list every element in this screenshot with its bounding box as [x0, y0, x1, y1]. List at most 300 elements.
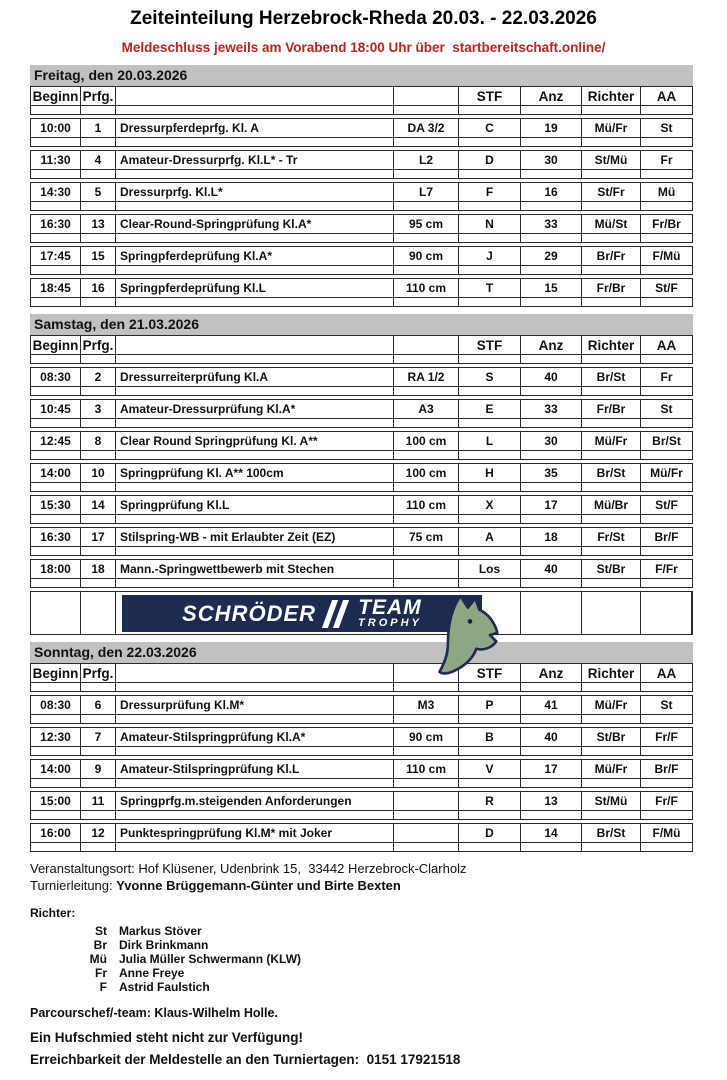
cell-stf: N: [459, 215, 521, 234]
column-header-code: [394, 87, 459, 106]
spacer-cell: [394, 170, 459, 178]
spacer-cell: [582, 202, 641, 210]
cell-beginn: 16:30: [31, 215, 81, 234]
cell-aa: F/Mü: [641, 824, 692, 843]
spacer-cell: [641, 266, 692, 274]
spacer-cell: [116, 419, 394, 427]
cell-aa: Fr/F: [641, 728, 692, 747]
cell-prfg: 11: [81, 792, 116, 811]
spacer-cell: [459, 138, 521, 146]
spacer-cell: [641, 106, 692, 114]
spacer-cell: [31, 234, 81, 242]
spacer-cell: [116, 266, 394, 274]
course-designer-line: Parcourschef/-team: Klaus-Wilhelm Holle.: [30, 1006, 278, 1020]
cell-name: Clear-Round-Springprüfung Kl.A*: [116, 215, 394, 234]
spacer-cell: [641, 355, 692, 363]
spacer-cell: [459, 419, 521, 427]
cell-code: [394, 560, 459, 579]
judge-code: Mü: [89, 952, 107, 966]
judge-code: Br: [93, 938, 107, 952]
spacer-cell: [582, 106, 641, 114]
spacer-cell: [394, 547, 459, 555]
column-header-aa: AA: [641, 87, 692, 106]
spacer-cell: [521, 547, 582, 555]
cell-name: Dressurpferdeprfg. Kl. A: [116, 119, 394, 138]
spacer-cell: [582, 515, 641, 523]
spacer-cell: [459, 779, 521, 787]
cell-beginn: 17:45: [31, 247, 81, 266]
cell-code: 90 cm: [394, 728, 459, 747]
cell-beginn: 10:45: [31, 400, 81, 419]
spacer-cell: [81, 170, 116, 178]
spacer-cell: [394, 355, 459, 363]
cell-richter: Fr/Br: [582, 400, 641, 419]
cell-beginn: 12:30: [31, 728, 81, 747]
event-row: [30, 463, 693, 492]
spacer-cell: [81, 547, 116, 555]
sponsor-team-block: [358, 598, 422, 629]
cell-aa: St: [641, 400, 692, 419]
spacer-cell: [116, 547, 394, 555]
cell-name: Punktespringprüfung Kl.M* mit Joker: [116, 824, 394, 843]
judge-code: St: [95, 924, 107, 938]
spacer-cell: [81, 811, 116, 819]
management-names: Yvonne Brüggemann-Günter und Birte Bexten: [116, 878, 401, 893]
event-row: [30, 278, 693, 307]
cell-beginn: 14:00: [31, 760, 81, 779]
column-header-beginn: Beginn: [31, 87, 81, 106]
spacer-cell: [116, 355, 394, 363]
cell-anz: 33: [521, 400, 582, 419]
spacer-cell: [31, 202, 81, 210]
cell-name: Dressurprüfung Kl.M*: [116, 696, 394, 715]
table-header-block: [30, 663, 693, 692]
cell-stf: B: [459, 728, 521, 747]
cell-aa: F/Mü: [641, 247, 692, 266]
cell-richter: Fr/St: [582, 528, 641, 547]
cell-beginn: 08:30: [31, 696, 81, 715]
cell-richter: Br/St: [582, 464, 641, 483]
spacer-cell: [582, 234, 641, 242]
spacer-cell: [81, 138, 116, 146]
cell-code: L7: [394, 183, 459, 202]
spacer-cell: [521, 843, 582, 851]
spacer-cell: [582, 747, 641, 755]
cell-anz: 30: [521, 432, 582, 451]
column-header-name: [116, 87, 394, 106]
spacer-cell: [459, 811, 521, 819]
spacer-cell: [116, 579, 394, 587]
cell-name: Springpferdeprüfung Kl.L: [116, 279, 394, 298]
event-row: [30, 727, 693, 756]
spacer-cell: [116, 483, 394, 491]
cell-anz: 35: [521, 464, 582, 483]
cell-aa: St/F: [641, 496, 692, 515]
cell-beginn: 12:45: [31, 432, 81, 451]
sponsor-team-text: TEAM: [358, 596, 422, 619]
spacer-cell: [81, 715, 116, 723]
table-header-block: [30, 335, 693, 364]
cell-code: 90 cm: [394, 247, 459, 266]
spacer-cell: [31, 106, 81, 114]
cell-anz: 30: [521, 151, 582, 170]
cell-richter: Mü/Fr: [582, 119, 641, 138]
spacer-cell: [31, 547, 81, 555]
cell-richter: Br/St: [582, 368, 641, 387]
column-header-anz: Anz: [521, 336, 582, 355]
cell-anz: 40: [521, 368, 582, 387]
spacer-cell: [31, 715, 81, 723]
judge-code: F: [99, 980, 107, 994]
spacer-cell: [116, 106, 394, 114]
cell-aa: St/F: [641, 279, 692, 298]
judge-name: Astrid Faulstich: [119, 980, 210, 994]
cell-name: Amateur-Dressurprüfung Kl.A*: [116, 400, 394, 419]
spacer-cell: [521, 715, 582, 723]
day-banner: Samstag, den 21.03.2026: [30, 314, 693, 335]
day-banner: Sonntag, den 22.03.2026: [30, 642, 693, 663]
spacer-cell: [641, 747, 692, 755]
sponsor-row: [30, 591, 693, 635]
day-section: [30, 642, 693, 852]
cell-aa: Fr: [641, 368, 692, 387]
cell-code: 110 cm: [394, 496, 459, 515]
spacer-cell: [81, 202, 116, 210]
spacer-cell: [521, 234, 582, 242]
spacer-cell: [81, 355, 116, 363]
cell-code: 110 cm: [394, 760, 459, 779]
cell-anz: 41: [521, 696, 582, 715]
cell-aa: F/Fr: [641, 560, 692, 579]
cell-stf: A: [459, 528, 521, 547]
spacer-cell: [459, 547, 521, 555]
spacer-cell: [521, 515, 582, 523]
cell-aa: Br/St: [641, 432, 692, 451]
cell-name: Dressurprfg. Kl.L*: [116, 183, 394, 202]
spacer-cell: [31, 811, 81, 819]
spacer-cell: [31, 419, 81, 427]
cell-stf: E: [459, 400, 521, 419]
spacer-cell: [521, 106, 582, 114]
cell-prfg: 10: [81, 464, 116, 483]
spacer-cell: [31, 355, 81, 363]
column-header-richter: Richter: [582, 336, 641, 355]
cell-code: A3: [394, 400, 459, 419]
spacer-cell: [582, 298, 641, 306]
schedule-document: [0, 7, 727, 1067]
cell-stf: P: [459, 696, 521, 715]
cell-richter: Mü/Fr: [582, 760, 641, 779]
spacer-cell: [394, 715, 459, 723]
event-row: [30, 118, 693, 147]
farrier-notice: Ein Hufschmied steht nicht zur Verfügung!: [30, 1030, 304, 1045]
spacer-cell: [81, 266, 116, 274]
sponsor-cell-prfg: [81, 592, 116, 634]
judge-name: Dirk Brinkmann: [119, 938, 209, 952]
cell-aa: Fr: [641, 151, 692, 170]
sponsor-slashes-icon: [327, 600, 349, 628]
spacer-cell: [116, 138, 394, 146]
cell-richter: Mü/Br: [582, 496, 641, 515]
day-section: [30, 65, 693, 307]
cell-beginn: 16:00: [31, 824, 81, 843]
cell-richter: St/Br: [582, 728, 641, 747]
spacer-cell: [641, 451, 692, 459]
column-header-beginn: Beginn: [31, 336, 81, 355]
cell-prfg: 15: [81, 247, 116, 266]
column-header-richter: Richter: [582, 664, 641, 683]
cell-richter: Br/St: [582, 824, 641, 843]
spacer-cell: [116, 234, 394, 242]
spacer-cell: [521, 579, 582, 587]
cell-prfg: 4: [81, 151, 116, 170]
spacer-cell: [641, 811, 692, 819]
spacer-cell: [459, 747, 521, 755]
cell-stf: Los: [459, 560, 521, 579]
event-row: [30, 495, 693, 524]
spacer-cell: [459, 387, 521, 395]
spacer-cell: [31, 483, 81, 491]
cell-code: [394, 792, 459, 811]
cell-prfg: 16: [81, 279, 116, 298]
spacer-cell: [459, 715, 521, 723]
cell-beginn: 08:30: [31, 368, 81, 387]
cell-stf: D: [459, 824, 521, 843]
sponsor-cell-logo: [116, 592, 521, 634]
deadline-notice: Meldeschluss jeweils am Vorabend 18:00 Uhr über startbereitschaft.online/: [121, 40, 606, 55]
spacer-cell: [459, 202, 521, 210]
cell-code: 95 cm: [394, 215, 459, 234]
event-row: [30, 823, 693, 852]
cell-beginn: 10:00: [31, 119, 81, 138]
spacer-cell: [31, 387, 81, 395]
cell-richter: St/Mü: [582, 151, 641, 170]
spacer-cell: [394, 483, 459, 491]
cell-prfg: 7: [81, 728, 116, 747]
cell-name: Springprfg.m.steigenden Anforderungen: [116, 792, 394, 811]
spacer-cell: [521, 138, 582, 146]
spacer-cell: [641, 387, 692, 395]
column-header-stf: STF: [459, 664, 521, 683]
cell-aa: Br/F: [641, 760, 692, 779]
spacer-cell: [641, 843, 692, 851]
sponsor-cell-aa: [641, 592, 692, 634]
event-row: [30, 150, 693, 179]
cell-richter: St/Mü: [582, 792, 641, 811]
column-header-beginn: Beginn: [31, 664, 81, 683]
spacer-cell: [394, 234, 459, 242]
cell-beginn: 11:30: [31, 151, 81, 170]
cell-stf: J: [459, 247, 521, 266]
spacer-cell: [582, 451, 641, 459]
spacer-cell: [81, 683, 116, 691]
spacer-cell: [116, 715, 394, 723]
spacer-cell: [116, 683, 394, 691]
cell-beginn: 18:00: [31, 560, 81, 579]
cell-code: M3: [394, 696, 459, 715]
cell-stf: D: [459, 151, 521, 170]
cell-prfg: 1: [81, 119, 116, 138]
column-header-richter: Richter: [582, 87, 641, 106]
spacer-cell: [641, 515, 692, 523]
spacer-cell: [459, 298, 521, 306]
sponsor-trophy-text: TROPHY: [358, 617, 422, 629]
spacer-cell: [394, 779, 459, 787]
column-header-anz: Anz: [521, 664, 582, 683]
cell-richter: St/Br: [582, 560, 641, 579]
venue-line: Veranstaltungsort: Hof Klüsener, Udenbrink 15, 33442 Herzebrock-Clarholz: [30, 861, 467, 876]
cell-beginn: 15:00: [31, 792, 81, 811]
spacer-cell: [81, 387, 116, 395]
event-row: [30, 182, 693, 211]
spacer-cell: [394, 266, 459, 274]
cell-anz: 16: [521, 183, 582, 202]
cell-anz: 14: [521, 824, 582, 843]
spacer-cell: [582, 547, 641, 555]
judge-name: Markus Stöver: [119, 924, 202, 938]
cell-stf: L: [459, 432, 521, 451]
spacer-cell: [116, 387, 394, 395]
spacer-cell: [81, 483, 116, 491]
spacer-cell: [116, 451, 394, 459]
cell-anz: 17: [521, 760, 582, 779]
spacer-cell: [394, 419, 459, 427]
spacer-cell: [582, 715, 641, 723]
judges-label: Richter:: [30, 906, 76, 920]
cell-name: Springprüfung Kl. A** 100cm: [116, 464, 394, 483]
event-row: [30, 399, 693, 428]
cell-stf: H: [459, 464, 521, 483]
spacer-cell: [582, 355, 641, 363]
spacer-cell: [31, 170, 81, 178]
spacer-cell: [459, 106, 521, 114]
spacer-cell: [459, 515, 521, 523]
cell-code: [394, 824, 459, 843]
sponsor-cell-anz: [521, 592, 582, 634]
spacer-cell: [394, 298, 459, 306]
cell-stf: F: [459, 183, 521, 202]
spacer-cell: [521, 355, 582, 363]
table-header-block: [30, 86, 693, 115]
cell-aa: Mü: [641, 183, 692, 202]
spacer-cell: [459, 355, 521, 363]
spacer-cell: [641, 234, 692, 242]
sponsor-cell-richter: [582, 592, 641, 634]
spacer-cell: [641, 298, 692, 306]
spacer-cell: [459, 579, 521, 587]
cell-prfg: 2: [81, 368, 116, 387]
event-row: [30, 559, 693, 588]
spacer-cell: [459, 843, 521, 851]
spacer-cell: [394, 515, 459, 523]
spacer-cell: [394, 451, 459, 459]
cell-code: 110 cm: [394, 279, 459, 298]
cell-beginn: 15:30: [31, 496, 81, 515]
spacer-cell: [394, 843, 459, 851]
spacer-cell: [641, 547, 692, 555]
spacer-cell: [521, 387, 582, 395]
spacer-cell: [459, 266, 521, 274]
cell-aa: Fr/Br: [641, 215, 692, 234]
judge-row: [30, 980, 727, 994]
cell-beginn: 16:30: [31, 528, 81, 547]
cell-prfg: 5: [81, 183, 116, 202]
cell-prfg: 17: [81, 528, 116, 547]
sponsor-brand-text: SCHRÖDER: [182, 600, 317, 626]
spacer-cell: [521, 683, 582, 691]
spacer-cell: [459, 234, 521, 242]
spacer-cell: [521, 779, 582, 787]
cell-name: Amateur-Stilspringprüfung Kl.L: [116, 760, 394, 779]
cell-name: Mann.-Springwettbewerb mit Stechen: [116, 560, 394, 579]
spacer-cell: [81, 747, 116, 755]
spacer-cell: [116, 202, 394, 210]
cell-aa: Br/F: [641, 528, 692, 547]
management-line: [30, 877, 727, 895]
footer-info: [30, 860, 727, 1067]
spacer-cell: [521, 266, 582, 274]
column-header-name: [116, 664, 394, 683]
cell-stf: R: [459, 792, 521, 811]
cell-prfg: 6: [81, 696, 116, 715]
cell-code: 100 cm: [394, 432, 459, 451]
event-row: [30, 695, 693, 724]
cell-code: 100 cm: [394, 464, 459, 483]
spacer-cell: [582, 579, 641, 587]
column-header-prfg: Prfg.: [81, 664, 116, 683]
column-header-stf: STF: [459, 336, 521, 355]
column-header-aa: AA: [641, 664, 692, 683]
column-header-stf: STF: [459, 87, 521, 106]
cell-code: 75 cm: [394, 528, 459, 547]
cell-beginn: 18:45: [31, 279, 81, 298]
spacer-cell: [116, 298, 394, 306]
spacer-cell: [116, 170, 394, 178]
spacer-cell: [394, 579, 459, 587]
cell-anz: 29: [521, 247, 582, 266]
day-section: [30, 314, 693, 635]
spacer-cell: [31, 515, 81, 523]
page-title: Zeiteinteilung Herzebrock-Rheda 20.03. - 22.03.2026: [130, 8, 597, 29]
cell-stf: V: [459, 760, 521, 779]
spacer-cell: [81, 298, 116, 306]
event-row: [30, 367, 693, 396]
event-row: [30, 214, 693, 243]
cell-aa: Mü/Fr: [641, 464, 692, 483]
spacer-cell: [521, 483, 582, 491]
spacer-cell: [459, 683, 521, 691]
cell-anz: 40: [521, 728, 582, 747]
cell-richter: Mü/Fr: [582, 696, 641, 715]
event-row: [30, 431, 693, 460]
event-row: [30, 759, 693, 788]
spacer-cell: [521, 811, 582, 819]
spacer-cell: [641, 483, 692, 491]
spacer-cell: [394, 138, 459, 146]
cell-name: Stilspring-WB - mit Erlaubter Zeit (EZ): [116, 528, 394, 547]
cell-beginn: 14:30: [31, 183, 81, 202]
spacer-cell: [31, 138, 81, 146]
cell-stf: C: [459, 119, 521, 138]
spacer-cell: [394, 106, 459, 114]
spacer-cell: [31, 747, 81, 755]
cell-aa: St: [641, 696, 692, 715]
spacer-cell: [81, 579, 116, 587]
spacer-cell: [31, 683, 81, 691]
horse-head-icon: [438, 593, 502, 680]
spacer-cell: [81, 515, 116, 523]
cell-richter: St/Fr: [582, 183, 641, 202]
